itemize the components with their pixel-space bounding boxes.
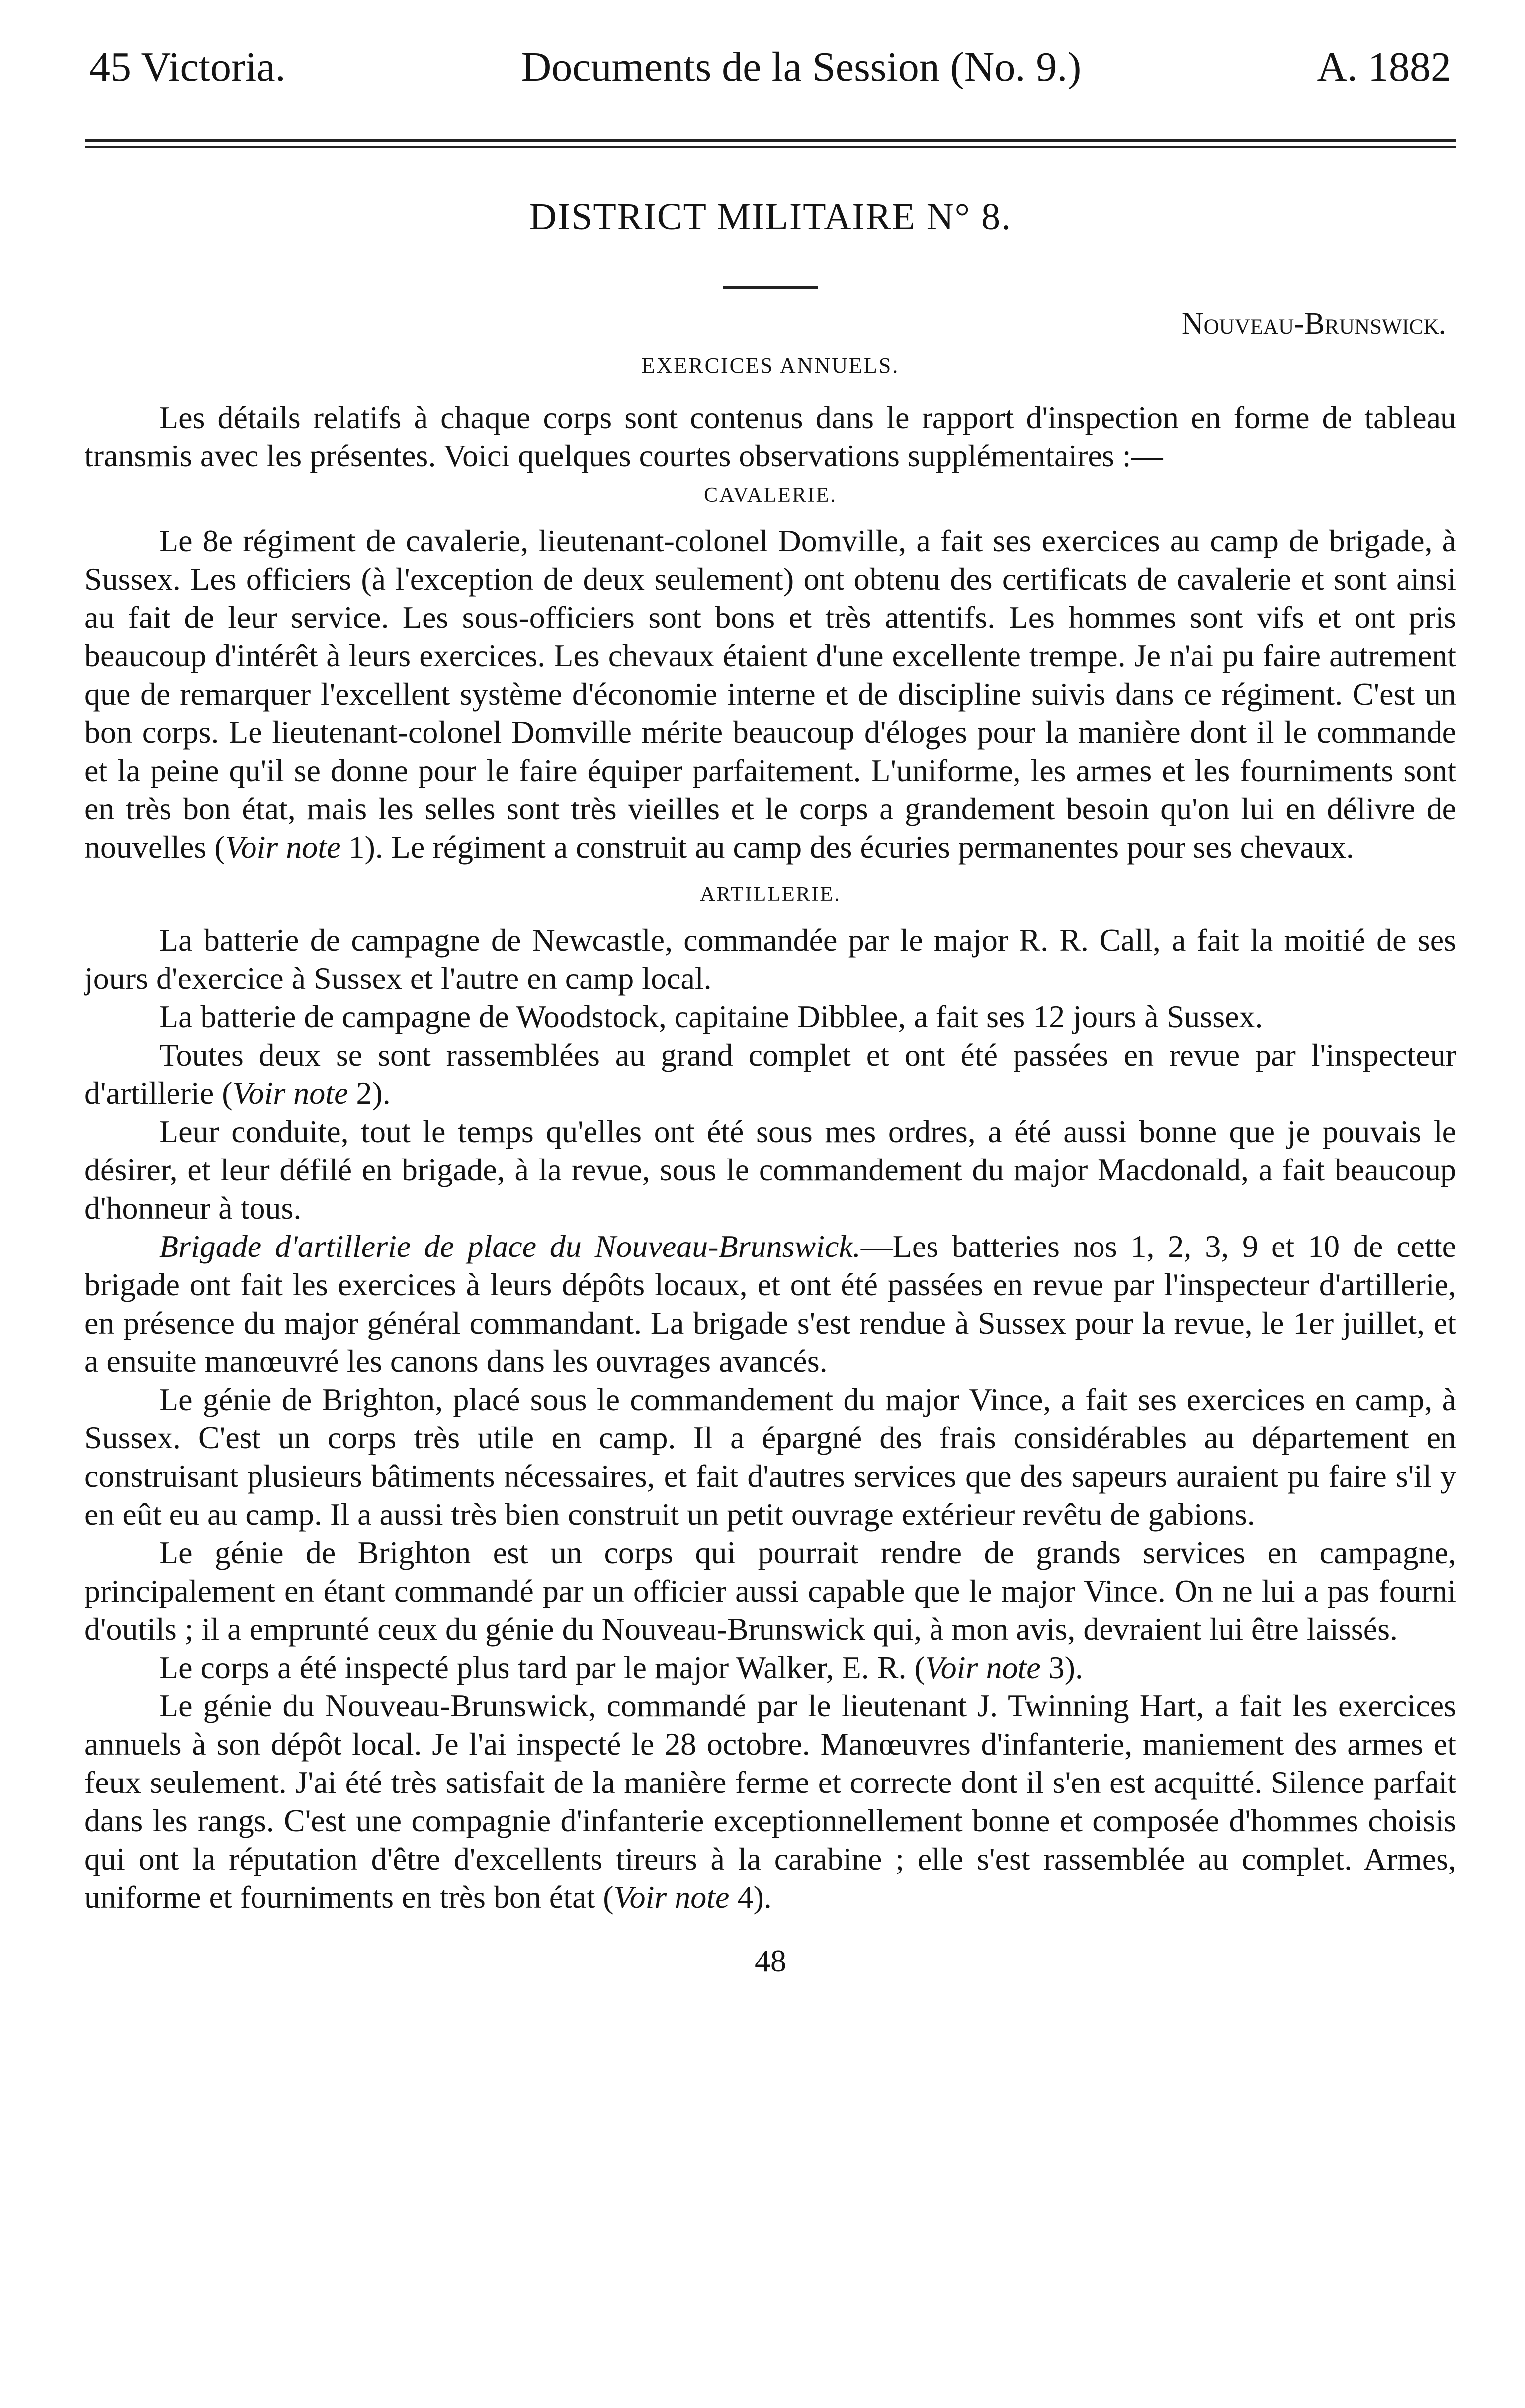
title-divider	[723, 286, 818, 289]
cavalerie-paragraph	[85, 522, 1456, 866]
header-document-title: Documents de la Session (No. 9.)	[521, 44, 1082, 90]
brigade-text: —Les batteries nos 1, 2, 3, 9 et 10 de cette brigade ont fait les exercices à leurs dépôts locaux, et ont été passées en revue par l'inspecteur d'artillerie, en présence du major général commandant. La brigade s'est rendue à Sussex pour la revue, le 1er juillet, et a ensuite manœuvré les canons dans les ouvrages avancés.	[85, 1229, 1456, 1379]
artillerie-paragraph-2: La batterie de campagne de Woodstock, capitaine Dibblee, a fait ses 12 jours à Sussex.	[159, 999, 1263, 1034]
artillerie-paragraph-1: La batterie de campagne de Newcastle, commandée par le major R. R. Call, a fait la moitié de ses jours d'exercice à Sussex et l'autre en camp local.	[85, 922, 1456, 996]
artillerie-p3-note-number: 2).	[348, 1075, 391, 1111]
cavalerie-note-ref: Voir note	[225, 829, 341, 865]
intro-paragraph: Les détails relatifs à chaque corps sont contenus dans le rapport d'inspection en forme de tableau transmis avec les présentes. Voici quelques courtes observations supplémentaires :—	[85, 400, 1456, 473]
header-year: A. 1882	[1317, 44, 1451, 90]
exercices-heading: EXERCICES ANNUELS.	[641, 354, 900, 378]
document-page	[85, 40, 1456, 1981]
artillerie-paragraph-4: Leur conduite, tout le temps qu'elles ont été sous mes ordres, a été aussi bonne que je pouvais le désirer, et leur défilé en brigade, à la revue, sous le commandement du major Macdonald, a fait beaucoup d'honneur à tous.	[85, 1114, 1456, 1226]
cavalerie-text-end: ). Le régiment a construit au camp des écuries permanentes pour ses chevaux.	[364, 829, 1354, 865]
artillerie-paragraph-7: Le génie de Brighton est un corps qui pourrait rendre de grands services en campagne, principalement en étant commandé par un officier aussi capable que le major Vince. On ne lui a pas fourni d'outils ; il a emprunté ceux du génie du Nouveau-Brunswick qui, à mon avis, devraient lui être laissés.	[85, 1535, 1456, 1647]
page-number: 48	[755, 1943, 786, 1978]
artillerie-p3-text: Toutes deux se sont rassemblées au grand complet et ont été passées en revue par l'inspecteur d'artillerie (	[85, 1037, 1456, 1111]
header-volume: 45 Victoria.	[89, 44, 286, 90]
artillerie-p8-text: Le corps a été inspecté plus tard par le major Walker, E. R. (	[159, 1650, 925, 1685]
artillerie-paragraph-5	[85, 1227, 1456, 1380]
section-heading-cavalerie: CAVALERIE.	[704, 484, 837, 507]
province-heading: Nouveau-Brunswick.	[1181, 307, 1446, 341]
header-rule	[85, 139, 1456, 142]
district-title: DISTRICT MILITAIRE N° 8.	[529, 196, 1012, 238]
artillerie-paragraph-8	[85, 1648, 1456, 1687]
artillerie-p9-note-number: 4).	[729, 1879, 772, 1915]
section-heading-artillerie: ARTILLERIE.	[700, 883, 841, 906]
artillerie-paragraph-9	[85, 1687, 1456, 1916]
artillerie-paragraph-6: Le génie de Brighton, placé sous le commandement du major Vince, a fait ses exercices en camp, à Sussex. C'est un corps très utile en camp. Il a épargné des frais considérables au département en construisant plusieurs bâtiments nécessaires, et fait d'autres services que des sapeurs auraient pu faire s'il y en eût eu au camp. Il a aussi très bien construit un petit ouvrage extérieur revêtu de gabions.	[85, 1382, 1456, 1532]
cavalerie-note-number: 1	[348, 829, 365, 865]
artillerie-p9-note-ref: Voir note	[613, 1879, 730, 1915]
brigade-title: Brigade d'artillerie de place du Nouveau-Brunswick.	[159, 1229, 861, 1264]
cavalerie-text: Le 8e régiment de cavalerie, lieutenant-colonel Domville, a fait ses exercices au camp de brigade, à Sussex. Les officiers (à l'exception de deux seulement) ont obtenu des certificats de cavalerie et sont ainsi au fait de leur service. Les sous-officiers sont bons et très attentifs. Les hommes sont vifs et ont pris beaucoup d'intérêt à leurs exercices. Les chevaux étaient d'une excellente trempe. Je n'ai pu faire autrement que de remarquer l'excellent système d'économie interne et de discipline suivis dans ce régiment. C'est un bon corps. Le lieutenant-colonel Domville mérite beaucoup d'éloges pour la manière dont il le commande et la peine qu'il se donne pour le faire équiper parfaitement. L'uniforme, les armes et les fourniments sont en très bon état, mais les selles sont très vieilles et le corps a grandement besoin qu'on lui en délivre de nouvelles (	[85, 523, 1456, 865]
artillerie-p8-note-number: 3).	[1040, 1650, 1083, 1685]
artillerie-p9-text: Le génie du Nouveau-Brunswick, commandé par le lieutenant J. Twinning Hart, a fait les exercices annuels à son dépôt local. Je l'ai inspecté le 28 octobre. Manœuvres d'infanterie, maniement des armes et feux seulement. J'ai été très satisfait de la manière ferme et correcte dont il s'en est acquitté. Silence parfait dans les rangs. C'est une compagnie d'infanterie exceptionnellement bonne et composée d'hommes choisis qui ont la réputation d'être d'excellents tireurs à la carabine ; elle s'est rassemblée au complet. Armes, uniforme et fourniments en très bon état (	[85, 1688, 1456, 1915]
artillerie-p8-note-ref: Voir note	[925, 1650, 1041, 1685]
artillerie-paragraph-3	[85, 1036, 1456, 1112]
artillerie-p3-note-ref: Voir note	[232, 1075, 348, 1111]
running-header	[85, 40, 1456, 94]
